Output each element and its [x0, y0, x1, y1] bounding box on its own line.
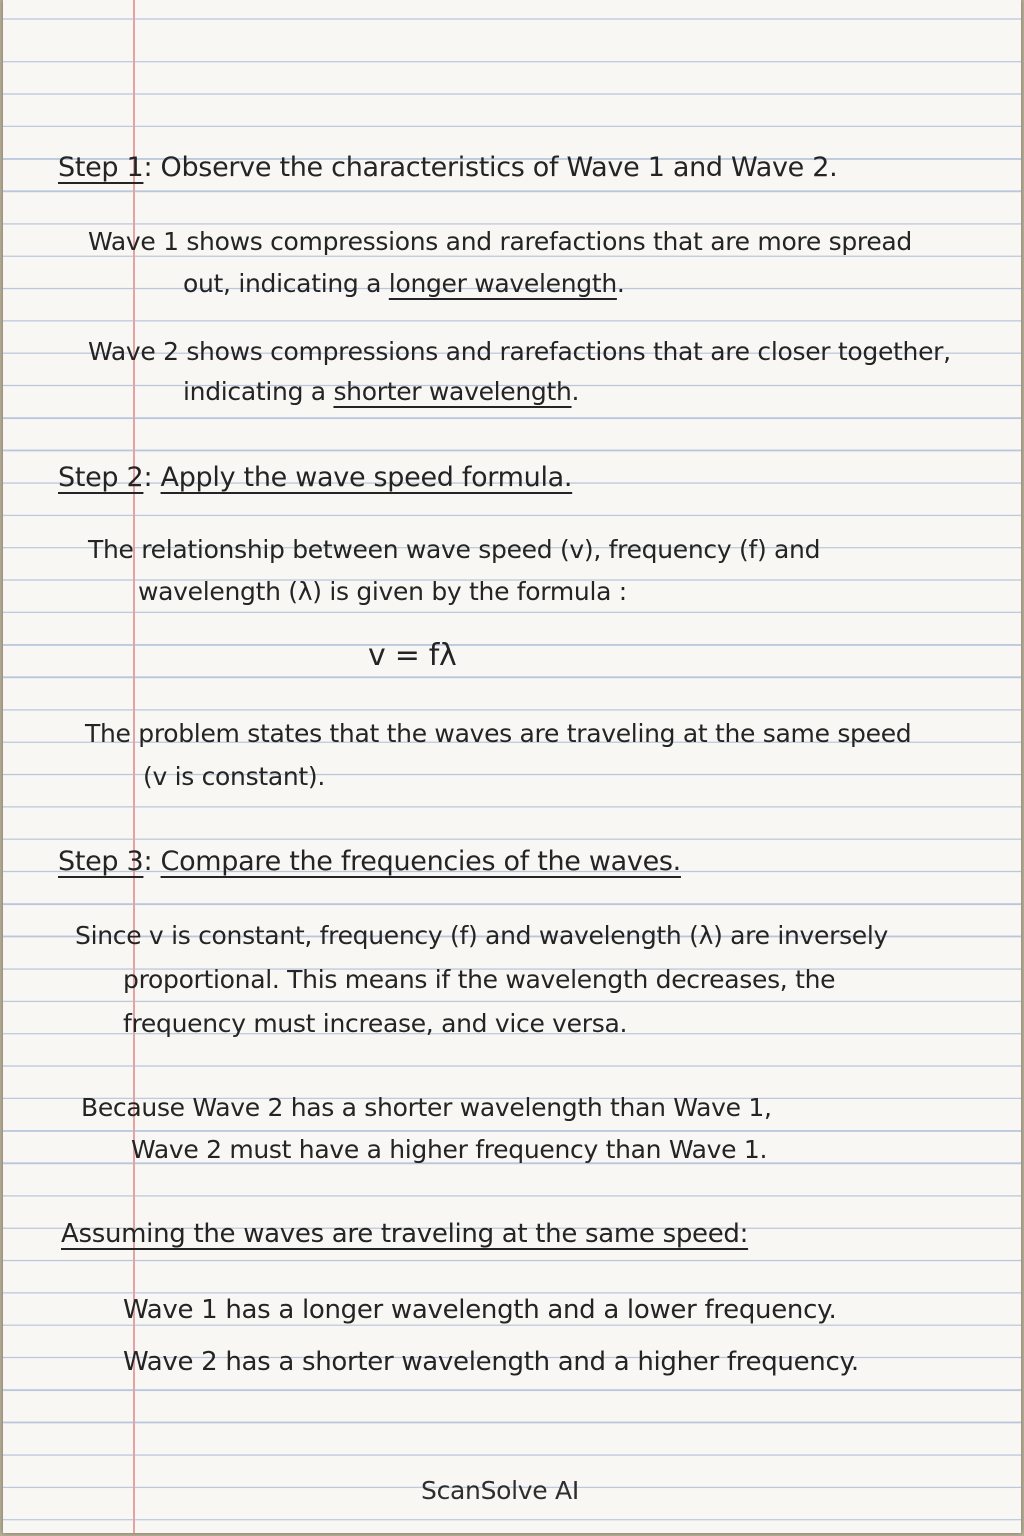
wave-2-line-2	[183, 372, 579, 412]
wave-1-line-2-text: out, indicating a	[183, 269, 389, 298]
step-3-title: Compare the frequencies of the waves.	[160, 846, 681, 877]
step-3-heading	[58, 846, 681, 877]
wave-1-period: .	[616, 269, 625, 298]
same-speed-line-2: (v is constant).	[143, 762, 325, 791]
since-line-3: frequency must increase, and vice versa.	[123, 1009, 628, 1038]
step-2-title: Apply the wave speed formula.	[160, 462, 573, 493]
wave-speed-formula: v = fλ	[368, 638, 457, 673]
step-2-label: Step 2	[58, 462, 144, 493]
notebook-page	[3, 0, 1021, 1533]
step-3-colon: :	[143, 846, 161, 877]
shorter-wavelength-emphasis: shorter wavelength	[333, 377, 572, 406]
step-2-colon: :	[143, 462, 161, 493]
since-line-1: Since v is constant, frequency (f) and wavelength (λ) are inversely	[75, 921, 889, 950]
wave-1-line-1: Wave 1 shows compressions and rarefactions that are more spread	[88, 227, 912, 256]
conclusion-line-1: Wave 1 has a longer wavelength and a lower frequency.	[123, 1295, 837, 1325]
wave-2-period: .	[571, 377, 580, 406]
relationship-line-2: wavelength (λ) is given by the formula :	[138, 577, 627, 606]
scansolve-watermark: ScanSolve AI	[421, 1476, 579, 1505]
relationship-line-1: The relationship between wave speed (v), frequency (f) and	[88, 535, 821, 564]
longer-wavelength-emphasis: longer wavelength	[388, 269, 617, 298]
because-line-1: Because Wave 2 has a shorter wavelength than Wave 1,	[81, 1093, 772, 1122]
step-1-title: : Observe the characteristics of Wave 1 and Wave 2.	[143, 152, 838, 183]
same-speed-line-1: The problem states that the waves are traveling at the same speed	[85, 719, 912, 748]
wave-1-line-2	[183, 264, 625, 304]
wave-2-line-2-text: indicating a	[183, 377, 334, 406]
conclusion-heading: Assuming the waves are traveling at the same speed:	[61, 1219, 749, 1249]
wave-2-line-1: Wave 2 shows compressions and rarefactions that are closer together,	[88, 337, 951, 366]
step-2-heading	[58, 462, 572, 493]
step-3-label: Step 3	[58, 846, 144, 877]
step-1-label: Step 1	[58, 152, 144, 183]
because-line-2: Wave 2 must have a higher frequency than Wave 1.	[131, 1135, 768, 1164]
since-line-2: proportional. This means if the wavelength decreases, the	[123, 965, 836, 994]
step-1-heading	[58, 152, 837, 183]
conclusion-line-2: Wave 2 has a shorter wavelength and a higher frequency.	[123, 1347, 859, 1377]
